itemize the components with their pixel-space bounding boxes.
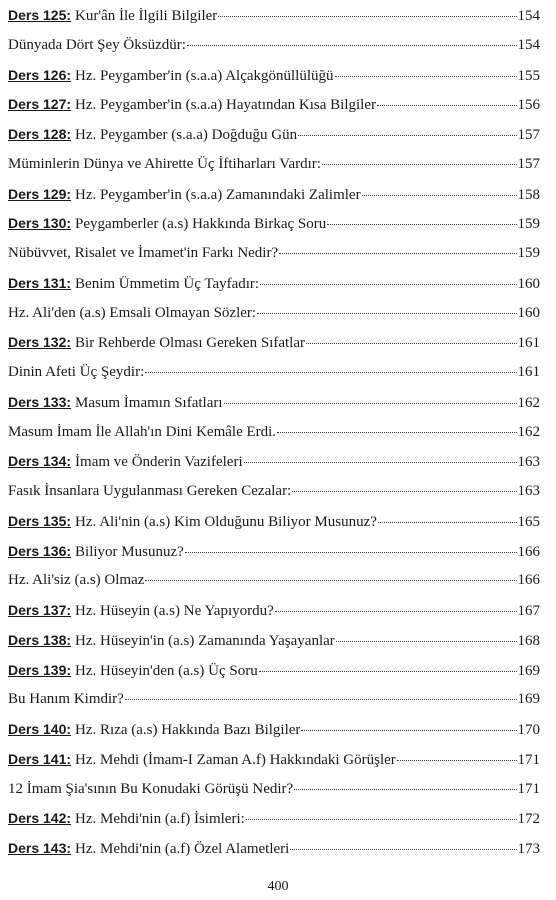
dot-leader [185, 552, 517, 553]
entry-page-number: 156 [517, 97, 540, 114]
entry-page-number: 161 [517, 364, 540, 380]
dot-leader [145, 580, 516, 581]
entry-page-number: 171 [517, 751, 540, 768]
entry-page-number: 165 [517, 513, 540, 530]
entry-page-number: 157 [517, 127, 540, 143]
toc-entry[interactable] [8, 477, 540, 507]
dot-leader [301, 730, 516, 731]
dot-leader [377, 105, 517, 106]
toc-entry[interactable] [8, 537, 540, 567]
lesson-number: Ders 130: [8, 215, 72, 232]
entry-title: Biliyor Musunuz? [75, 543, 184, 560]
dot-leader [397, 760, 517, 761]
entry-title: Benim Ümmetim Üç Tayfadır: [75, 275, 260, 292]
toc-entry[interactable] [8, 328, 540, 358]
lesson-number: Ders 138: [8, 631, 72, 648]
dot-leader [327, 224, 516, 225]
dot-leader [244, 462, 517, 463]
toc-entry[interactable] [8, 775, 540, 805]
dot-leader [306, 343, 517, 344]
lesson-number: Ders 125: [8, 7, 72, 23]
entry-title: Hz. Mehdi'nin (a.f) İsimleri: [75, 811, 245, 828]
entry-title: Peygamberler (a.s) Hakkında Birkaç Soru [75, 216, 327, 233]
toc-entry[interactable] [8, 1, 540, 31]
dot-leader [277, 432, 516, 433]
lesson-number: Ders 139: [8, 661, 72, 678]
entry-page-number: 169 [517, 691, 540, 708]
toc-entry[interactable] [8, 31, 540, 61]
entry-page-number: 161 [517, 335, 540, 352]
dot-leader [378, 522, 517, 523]
entry-page-number: 163 [517, 483, 540, 499]
dot-leader [362, 195, 517, 196]
lesson-number: Ders 131: [8, 274, 72, 291]
entry-page-number: 166 [517, 543, 540, 560]
entry-page-number: 163 [517, 454, 540, 471]
entry-title: Bu Hanım Kimdir? [8, 691, 124, 708]
entry-page-number: 173 [517, 841, 540, 857]
toc-entry[interactable] [8, 447, 540, 477]
entry-title: Hz. Ali'nin (a.s) Kim Olduğunu Biliyor Musunuz? [75, 513, 377, 530]
lesson-number: Ders 137: [8, 602, 72, 618]
entry-page-number: 167 [517, 603, 540, 619]
dot-leader [275, 611, 517, 612]
entry-title: Hz. Peygamber'in (s.a.a) Zamanındaki Zalimler [75, 186, 361, 203]
entry-page-number: 168 [517, 632, 540, 649]
entry-title: Hz. Peygamber'in (s.a.a) Hayatından Kısa Bilgiler [75, 97, 376, 114]
dot-leader [322, 164, 517, 165]
entry-page-number: 155 [517, 67, 540, 84]
lesson-number: Ders 135: [8, 512, 72, 529]
entry-title: Hz. Mehdi'nin (a.f) Özel Alametleri [75, 841, 290, 857]
entry-title: 12 İmam Şia'sının Bu Konudaki Görüşü Nedir? [8, 780, 294, 797]
dot-leader [290, 849, 516, 850]
entry-title: Bir Rehberde Olması Gereken Sıfatlar [75, 335, 305, 352]
entry-page-number: 157 [517, 155, 540, 172]
toc-entry[interactable] [8, 358, 540, 388]
entry-title: Hz. Mehdi (İmam-I Zaman A.f) Hakkındaki Görüşler [75, 751, 396, 768]
toc-entry[interactable] [8, 656, 540, 686]
dot-leader [279, 253, 516, 254]
toc-entry[interactable] [8, 388, 540, 418]
toc-entry[interactable] [8, 596, 540, 626]
entry-title: Kur'ân İle İlgili Bilgiler [75, 8, 218, 24]
dot-leader [224, 403, 517, 404]
toc-entry[interactable] [8, 90, 540, 120]
entry-title: Masum İmam İle Allah'ın Dini Kemâle Erdi. [8, 423, 277, 440]
toc-entry[interactable] [8, 150, 540, 180]
lesson-number: Ders 143: [8, 840, 72, 856]
dot-leader [298, 135, 516, 136]
toc-entry[interactable] [8, 418, 540, 448]
entry-title: Hz. Hüseyin'den (a.s) Üç Soru [75, 662, 258, 679]
lesson-number: Ders 128: [8, 126, 72, 142]
entry-title: Hz. Ali'den (a.s) Emsali Olmayan Sözler: [8, 304, 257, 321]
lesson-number: Ders 136: [8, 542, 72, 559]
dot-leader [125, 699, 517, 700]
toc-entry[interactable] [8, 715, 540, 745]
entry-title: Hz. Rıza (a.s) Hakkında Bazı Bilgiler [75, 722, 301, 738]
entry-page-number: 160 [517, 275, 540, 292]
toc-entry[interactable] [8, 507, 540, 537]
dot-leader [218, 16, 516, 17]
entry-page-number: 162 [517, 423, 540, 440]
dot-leader [257, 313, 516, 314]
lesson-number: Ders 129: [8, 185, 72, 202]
lesson-number: Ders 142: [8, 810, 72, 827]
lesson-number: Ders 134: [8, 453, 72, 470]
toc-entry[interactable] [8, 566, 540, 596]
toc-entry[interactable] [8, 61, 540, 91]
toc-entry[interactable] [8, 685, 540, 715]
toc-entry[interactable] [8, 834, 540, 864]
dot-leader [259, 671, 517, 672]
entry-page-number: 154 [517, 8, 540, 24]
entry-page-number: 166 [517, 572, 540, 589]
entry-page-number: 172 [517, 811, 540, 828]
entry-page-number: 158 [517, 186, 540, 203]
entry-title: Hz. Peygamber (s.a.a) Doğduğu Gün [75, 127, 298, 143]
toc-entry[interactable] [8, 269, 540, 299]
entry-page-number: 159 [517, 216, 540, 233]
entry-title: Fasık İnsanlara Uygulanması Gereken Cezalar: [8, 483, 292, 499]
toc-entry[interactable] [8, 626, 540, 656]
entry-page-number: 171 [517, 780, 540, 797]
lesson-number: Ders 127: [8, 96, 72, 113]
dot-leader [246, 819, 517, 820]
entry-title: Hz. Hüseyin'in (a.s) Zamanında Yaşayanlar [75, 632, 335, 649]
toc-entry[interactable] [8, 209, 540, 239]
entry-page-number: 170 [517, 722, 540, 738]
toc-entry[interactable] [8, 299, 540, 329]
entry-title: Nübüvvet, Risalet ve İmamet'in Farkı Nedir? [8, 245, 279, 261]
entry-title: Hz. Peygamber'in (s.a.a) Alçakgönüllülüğü [75, 67, 334, 84]
dot-leader [335, 76, 517, 77]
entry-title: Dünyada Dört Şey Öksüzdür: [8, 36, 186, 53]
toc-entry[interactable] [8, 745, 540, 775]
entry-title: Dinin Afeti Üç Şeydir: [8, 364, 145, 380]
table-of-contents [8, 0, 540, 864]
entry-title: Hz. Ali'siz (a.s) Olmaz [8, 572, 145, 589]
dot-leader [260, 284, 516, 285]
entry-page-number: 162 [517, 394, 540, 411]
lesson-number: Ders 141: [8, 750, 72, 767]
entry-title: İmam ve Önderin Vazifeleri [75, 454, 243, 471]
lesson-number: Ders 133: [8, 393, 72, 410]
dot-leader [294, 789, 516, 790]
dot-leader [336, 641, 517, 642]
entry-page-number: 169 [517, 662, 540, 679]
toc-entry[interactable] [8, 239, 540, 269]
page-number: 400 [267, 879, 289, 894]
toc-entry[interactable] [8, 180, 540, 210]
toc-entry[interactable] [8, 804, 540, 834]
dot-leader [145, 372, 516, 373]
entry-page-number: 160 [517, 304, 540, 321]
lesson-number: Ders 126: [8, 66, 72, 83]
lesson-number: Ders 140: [8, 721, 72, 737]
toc-entry[interactable] [8, 120, 540, 150]
entry-title: Masum İmamın Sıfatları [75, 394, 223, 411]
entry-title: Müminlerin Dünya ve Ahirette Üç İftiharları Vardır: [8, 155, 321, 172]
entry-title: Hz. Hüseyin (a.s) Ne Yapıyordu? [75, 603, 274, 619]
entry-page-number: 154 [517, 36, 540, 53]
lesson-number: Ders 132: [8, 334, 72, 351]
dot-leader [187, 45, 517, 46]
entry-page-number: 159 [517, 245, 540, 261]
dot-leader [292, 491, 516, 492]
